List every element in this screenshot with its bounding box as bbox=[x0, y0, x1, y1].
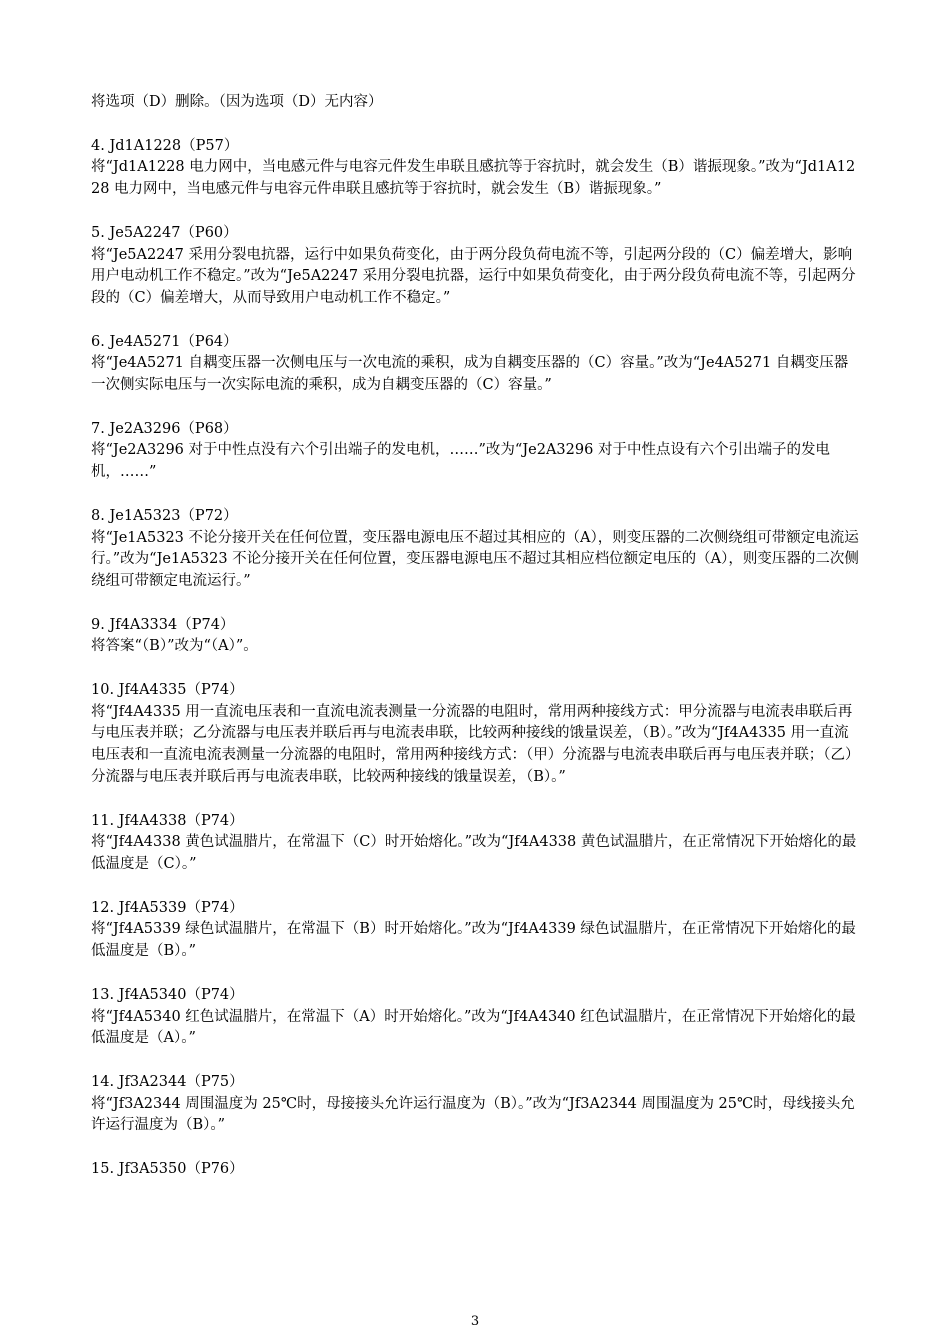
correction-entry-12 bbox=[91, 898, 861, 963]
entry-text: 将“Jf4A5339 绿色试温腊片，在常温下（B）时开始熔化。”改为“Jf4A4339 绿色试温腊片，在正常情况下开始熔化的最低温度是（B）。” bbox=[91, 921, 856, 960]
entry-heading: 13. Jf4A5340（P74） bbox=[91, 986, 244, 1003]
intro-paragraph: 将选项（D）删除。（因为选项（D）无内容） bbox=[91, 94, 383, 110]
entry-heading: 7. Je2A3296（P68） bbox=[91, 420, 238, 437]
entry-heading: 10. Jf4A4335（P74） bbox=[91, 682, 244, 699]
entry-text: 将“Je4A5271 自耦变压器一次侧电压与一次电流的乘积，成为自耦变压器的（C）容量。”改为“Je4A5271 自耦变压器一次侧实际电压与一次实际电流的乘积，成为自耦变压器的（C）容量。” bbox=[91, 355, 849, 394]
entry-text: 将“Jd1A1228 电力网中，当电感元件与电容元件发生串联且感抗等于容抗时，就会发生（B）谐振现象。”改为“Jd1A1228 电力网中，当电感元件与电容元件串联且感抗等于容抗时，就会发生（B）谐振现象。” bbox=[91, 159, 856, 198]
entry-heading: 15. Jf3A5350（P76） bbox=[91, 1161, 244, 1178]
correction-entry-14 bbox=[91, 1072, 861, 1137]
correction-entry-10 bbox=[91, 680, 861, 789]
correction-entry-15 bbox=[91, 1159, 861, 1181]
entry-heading: 6. Je4A5271（P64） bbox=[91, 333, 238, 350]
entry-text: 将“Je1A5323 不论分接开关在任何位置，变压器电源电压不超过其相应的（A），则变压器的二次侧绕组可带额定电流运行。”改为“Je1A5323 不论分接开关在任何位置，变压器电源电压不超过其相应档位额定电压的（A），则变压器的二次侧绕组可带额定电流运行。” bbox=[91, 529, 859, 589]
entry-text: 将“Jf4A5340 红色试温腊片，在常温下（A）时开始熔化。”改为“Jf4A4340 红色试温腊片，在正常情况下开始熔化的最低温度是（A）。” bbox=[91, 1008, 856, 1047]
correction-entry-5 bbox=[91, 223, 861, 310]
correction-entry-6 bbox=[91, 332, 861, 397]
entry-text: 将“Je2A3296 对于中性点没有六个引出端子的发电机，……”改为“Je2A3296 对于中性点设有六个引出端子的发电机，……” bbox=[91, 442, 830, 481]
entry-heading: 5. Je5A2247（P60） bbox=[91, 224, 238, 241]
entry-text: 将答案“（B）”改为“（A）”。 bbox=[91, 638, 258, 655]
entry-heading: 12. Jf4A5339（P74） bbox=[91, 899, 244, 916]
correction-entry-9 bbox=[91, 615, 861, 658]
entry-heading: 11. Jf4A4338（P74） bbox=[91, 812, 244, 829]
entry-heading: 14. Jf3A2344（P75） bbox=[91, 1073, 244, 1090]
entry-text: 将“Jf4A4335 用一直流电压表和一直流电流表测量一分流器的电阻时，常用两种接线方式：甲分流器与电流表串联后再与电压表并联；乙分流器与电压表并联后再与电流表串联，比较两种接线的饿量误差，（B）。”改为“Jf4A4335 用一直流电压表和一直流电流表测量一分流器的电阻时，常用两种接线方式：（甲）分流器与电流表串联后再与电压表并联；（乙）分流器与电压表并联后再与电流表串联，比较两种接线的饿量误差，（B）。” bbox=[91, 703, 860, 785]
entry-heading: 9. Jf4A3334（P74） bbox=[91, 616, 235, 633]
entry-heading: 4. Jd1A1228（P57） bbox=[91, 137, 239, 154]
page-number: 3 bbox=[470, 1314, 480, 1329]
correction-entry-8 bbox=[91, 506, 861, 593]
correction-entry-11 bbox=[91, 811, 861, 876]
correction-entry-4 bbox=[91, 136, 861, 201]
correction-entry-13 bbox=[91, 985, 861, 1050]
document-body bbox=[91, 92, 861, 1203]
entry-text: 将“Je5A2247 采用分裂电抗器，运行中如果负荷变化，由于两分段负荷电流不等，引起两分段的（C）偏差增大，影响用户电动机工作不稳定。”改为“Je5A2247 采用分裂电抗器，运行中如果负荷变化，由于两分段负荷电流不等，引起两分段的（C）偏差增大，从而导致用户电动机工作不稳定。” bbox=[91, 246, 856, 306]
entry-text: 将“Jf4A4338 黄色试温腊片，在常温下（C）时开始熔化。”改为“Jf4A4338 黄色试温腊片，在正常情况下开始熔化的最低温度是（C）。” bbox=[91, 834, 857, 872]
entry-text: 将“Jf3A2344 周围温度为 25℃时，母接接头允许运行温度为（B）。”改为“Jf3A2344 周围温度为 25℃时，母线接头允许运行温度为（B）。” bbox=[91, 1095, 855, 1134]
correction-entry-7 bbox=[91, 419, 861, 484]
entry-heading: 8. Je1A5323（P72） bbox=[91, 507, 238, 524]
